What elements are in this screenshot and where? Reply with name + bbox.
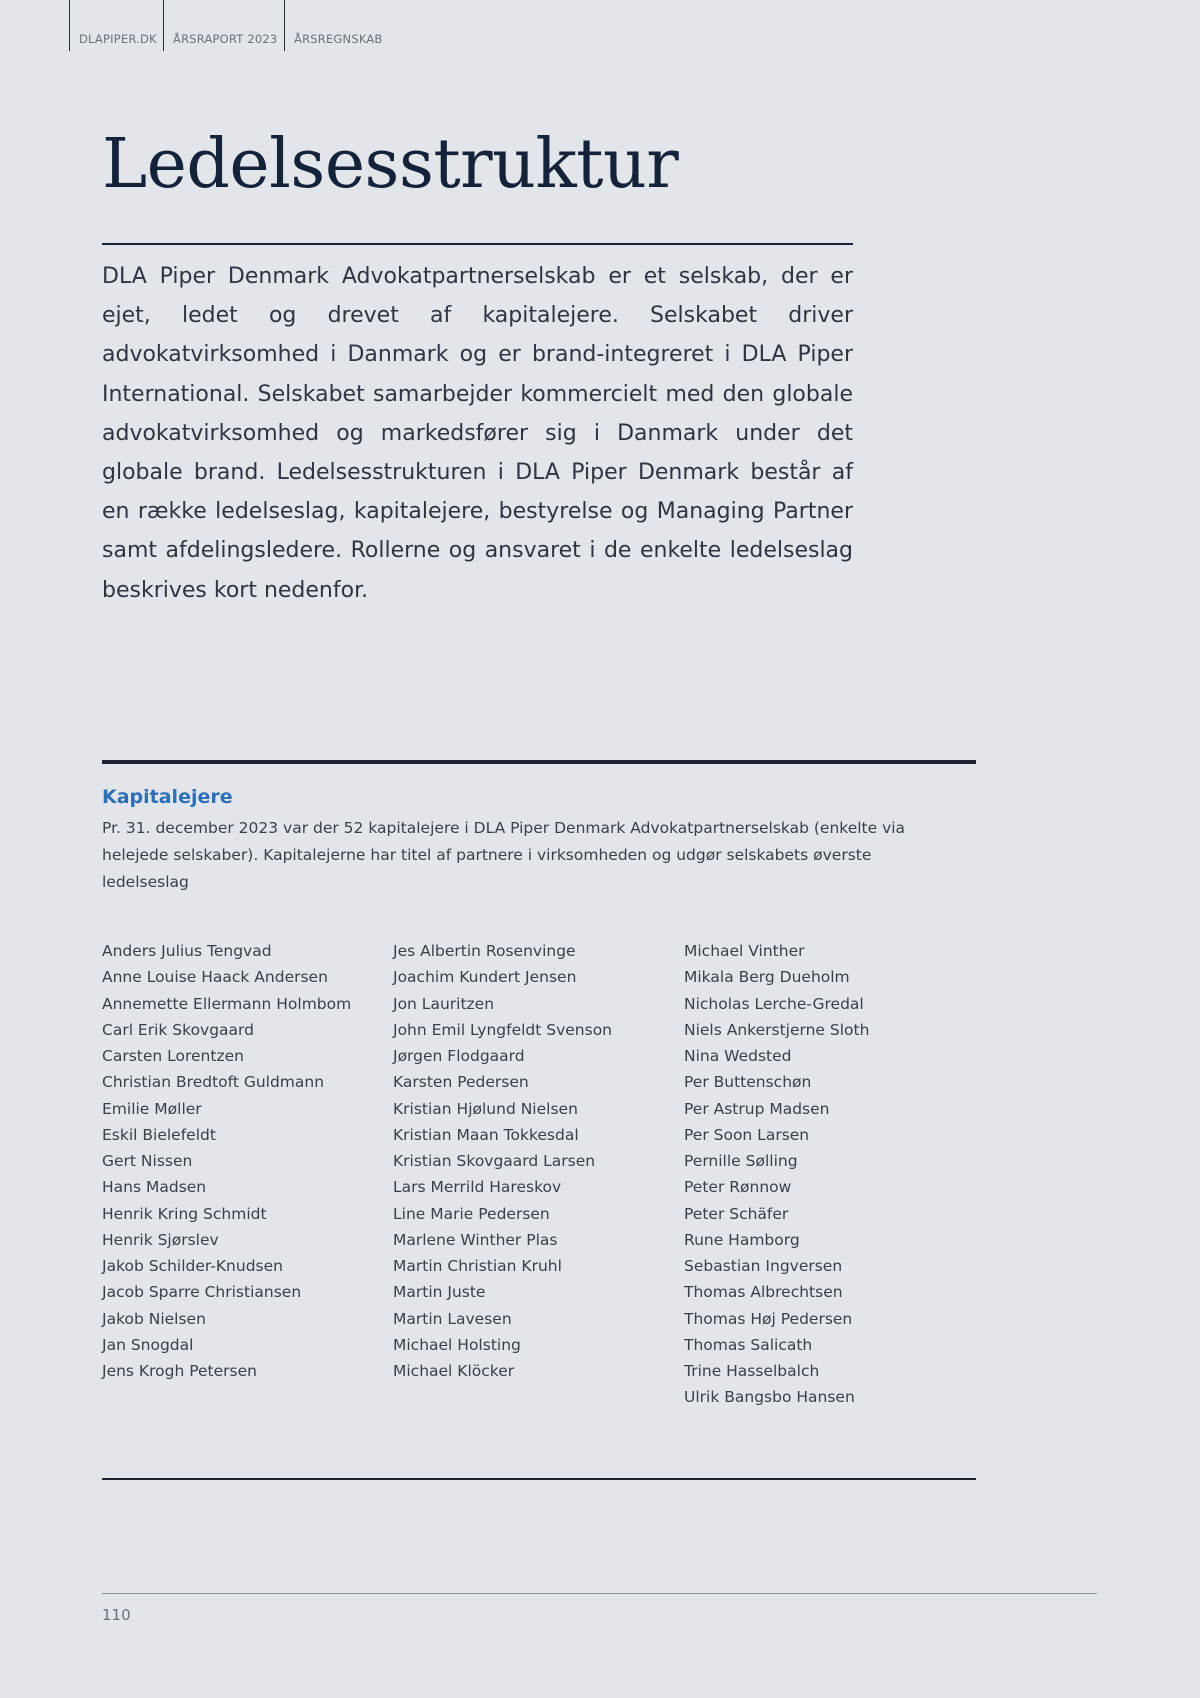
partner-name: Lars Merrild Hareskov: [393, 1178, 562, 1197]
partner-list-column-3: [684, 938, 869, 1411]
nav-link-annual-report[interactable]: ÅRSRAPORT 2023: [163, 0, 284, 51]
partner-name: Carsten Lorentzen: [102, 1047, 244, 1065]
intro-paragraph: DLA Piper Denmark Advokatpartnerselskab er et selskab, der er ejet, ledet og drevet af kapitalejere. Selskabet driver advokatvirksomhed i Danmark og er brand-integreret i DLA Piper International. Selskabet samarbejder kommercielt med den globale advokatvirksomhed og markedsfører sig i Danmark under det globale brand. Ledelsesstrukturen i DLA Piper Denmark består af en række ledelseslag, kapitalejere, bestyrelse og Managing Partner samt afdelingsledere. Rollerne og ansvaret i de enkelte ledelseslag beskrives kort nedenfor.: [102, 264, 853, 603]
partner-name: Kristian Maan Tokkesdal: [393, 1125, 579, 1144]
partner-name: Emilie Møller: [102, 1099, 202, 1118]
partner-name: Thomas Salicath: [684, 1335, 813, 1354]
partner-name: Jens Krogh Petersen: [102, 1362, 257, 1380]
partner-name: Michael Klöcker: [393, 1362, 515, 1380]
partner-name: Gert Nissen: [102, 1152, 193, 1170]
partner-name: Henrik Kring Schmidt: [102, 1204, 267, 1223]
partner-name: Michael Holsting: [393, 1335, 521, 1354]
title-divider: [102, 243, 853, 245]
partner-name: John Emil Lyngfeldt Svenson: [393, 1020, 613, 1039]
partner-name: Anders Julius Tengvad: [102, 942, 272, 960]
partner-name: Jacob Sparre Christiansen: [102, 1283, 302, 1302]
partner-name: Per Soon Larsen: [684, 1125, 810, 1144]
partner-name: Thomas Høj Pedersen: [684, 1309, 853, 1328]
partner-name: Marlene Winther Plas: [393, 1230, 558, 1249]
partner-name: Martin Juste: [393, 1283, 486, 1302]
section-heading: Kapitalejere: [102, 786, 233, 808]
partner-name: Joachim Kundert Jensen: [393, 968, 577, 987]
partner-name: Christian Bredtoft Guldmann: [102, 1073, 325, 1092]
partner-name: Michael Vinther: [684, 942, 805, 960]
partner-name: Kristian Hjølund Nielsen: [393, 1099, 578, 1118]
partner-name: Eskil Bielefeldt: [102, 1125, 216, 1144]
partner-name: Martin Christian Kruhl: [393, 1257, 562, 1275]
section-end-divider: [102, 1478, 976, 1480]
partner-name: Line Marie Pedersen: [393, 1204, 550, 1223]
partner-name: Trine Hasselbalch: [684, 1362, 820, 1380]
partner-name: Niels Ankerstjerne Sloth: [684, 1020, 870, 1039]
partner-name: Carl Erik Skovgaard: [102, 1020, 254, 1039]
partner-name: Ulrik Bangsbo Hansen: [684, 1388, 855, 1407]
page-number: 110: [102, 1606, 131, 1624]
partner-name: Anne Louise Haack Andersen: [102, 968, 328, 987]
partner-name: Jakob Nielsen: [102, 1309, 206, 1328]
partner-name: Henrik Sjørslev: [102, 1230, 219, 1249]
page-title: Ledelsesstruktur: [102, 125, 679, 204]
nav-link-dlapiper[interactable]: DLAPIPER.DK: [69, 0, 164, 51]
partner-name: Rune Hamborg: [684, 1230, 800, 1249]
partner-name: Peter Rønnow: [684, 1178, 792, 1197]
partner-name: Karsten Pedersen: [393, 1073, 529, 1092]
partner-list-column-1: [102, 938, 351, 1384]
partner-name: Nina Wedsted: [684, 1047, 792, 1065]
partner-name: Jørgen Flodgaard: [393, 1047, 525, 1065]
footer-divider: [102, 1593, 1097, 1594]
partner-name: Thomas Albrechtsen: [684, 1283, 843, 1302]
partner-name: Nicholas Lerche-Gredal: [684, 994, 864, 1013]
partner-name: Jes Albertin Rosenvinge: [393, 942, 576, 960]
partner-name: Per Buttenschøn: [684, 1073, 812, 1092]
partner-name: Jan Snogdal: [102, 1335, 194, 1354]
partner-name: Mikala Berg Dueholm: [684, 968, 850, 987]
section-divider: [102, 760, 976, 764]
partner-name: Pernille Sølling: [684, 1152, 798, 1170]
partner-name: Jon Lauritzen: [393, 994, 495, 1013]
partner-list-column-2: [393, 938, 612, 1384]
partner-name: Jakob Schilder-Knudsen: [102, 1257, 283, 1275]
partner-name: Hans Madsen: [102, 1178, 207, 1197]
nav-link-annual-accounts[interactable]: ÅRSREGNSKAB: [284, 0, 394, 51]
section-description: Pr. 31. december 2023 var der 52 kapitalejere i DLA Piper Denmark Advokatpartnerselskab (enkelte via helejede selskaber). Kapitalejerne har titel af partnere i virksomheden og udgør selskabets øverste ledelseslag: [102, 819, 906, 891]
partner-name: Per Astrup Madsen: [684, 1099, 830, 1118]
partner-name: Annemette Ellermann Holmbom: [102, 994, 352, 1013]
partner-name: Kristian Skovgaard Larsen: [393, 1152, 596, 1170]
partner-name: Peter Schäfer: [684, 1204, 789, 1223]
partner-name: Sebastian Ingversen: [684, 1257, 843, 1275]
partner-name: Martin Lavesen: [393, 1309, 512, 1328]
